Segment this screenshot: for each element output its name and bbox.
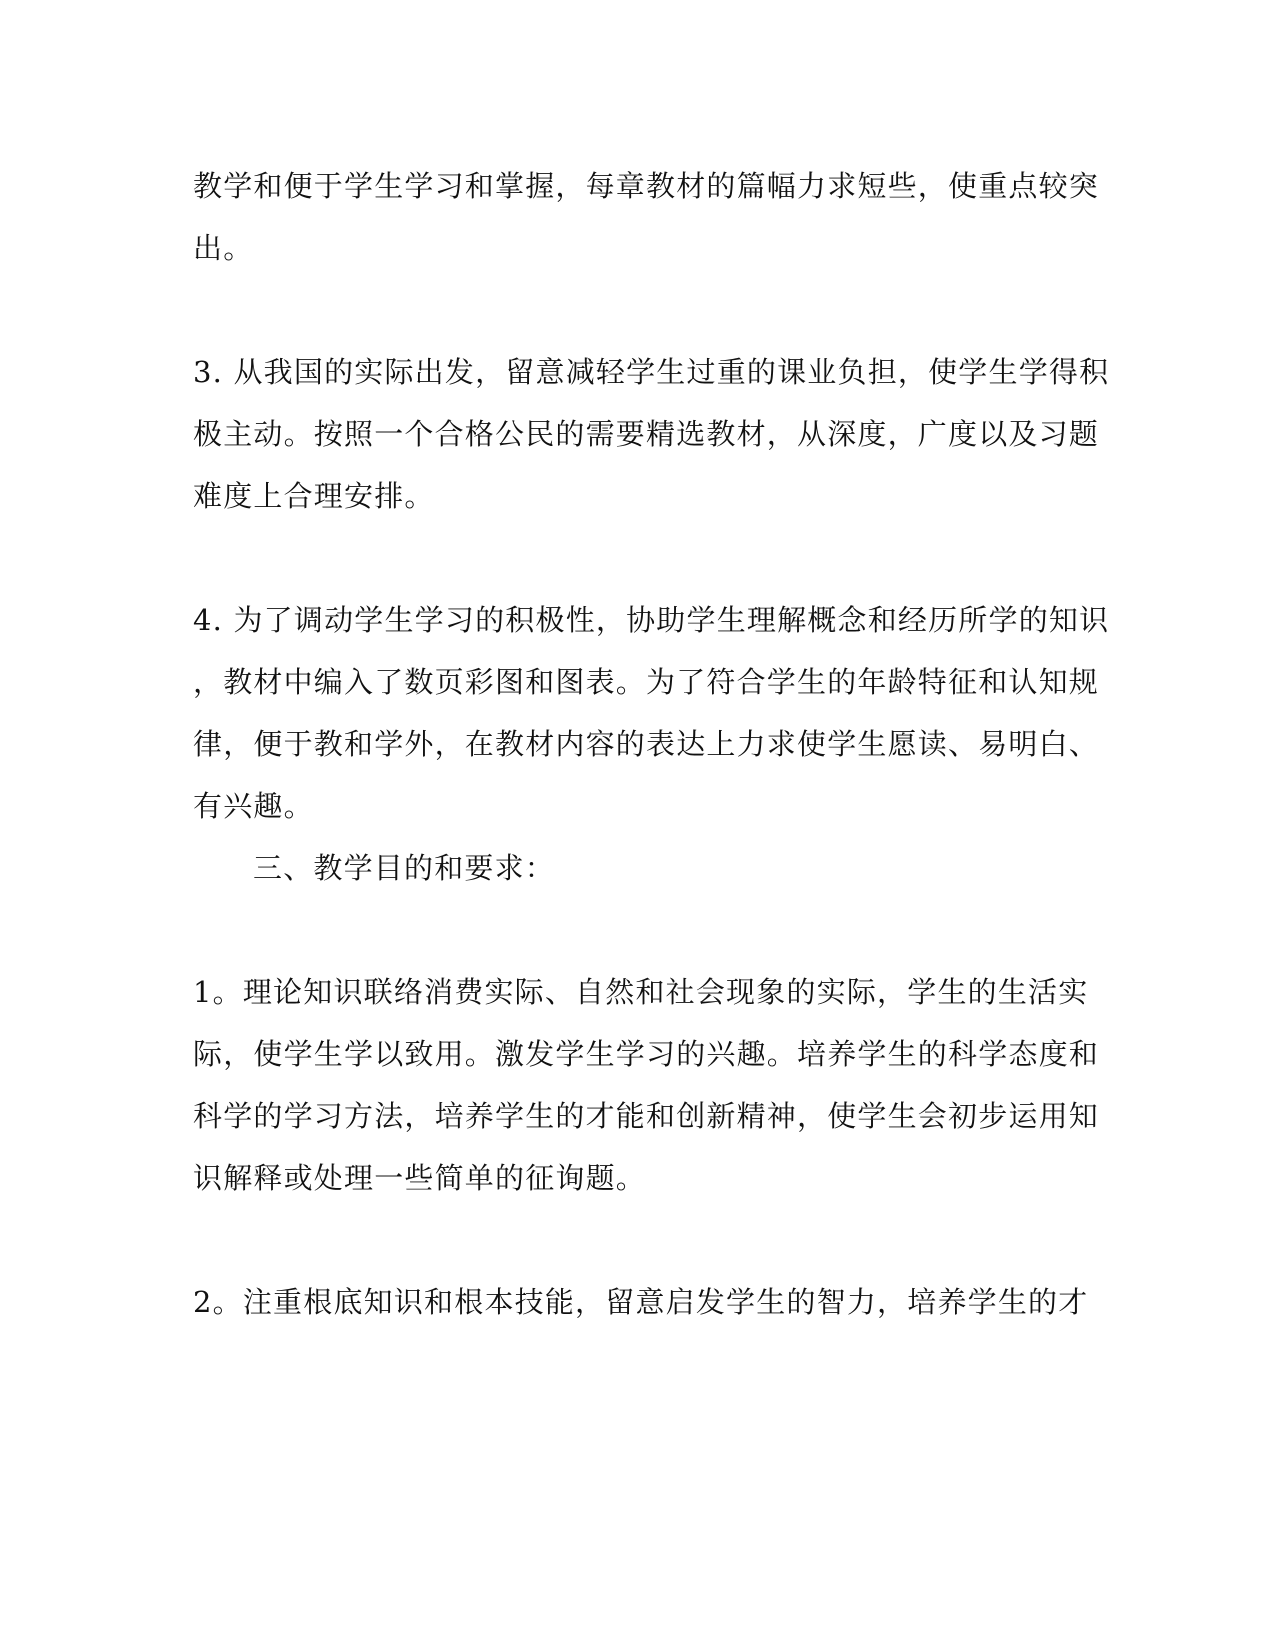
goal-item-1-line: 识解释或处理一些简单的征询题。 [193, 1161, 647, 1195]
list-item-3-line: 3. 从我国的实际出发，留意减轻学生过重的课业负担，使学生学得积 [193, 355, 1110, 389]
goal-item-1-line: 1。理论知识联络消费实际、自然和社会现象的实际，学生的生活实 [193, 975, 1089, 1009]
goal-item-1-line: 际，使学生学以致用。激发学生学习的兴趣。培养学生的科学态度和 [193, 1037, 1100, 1071]
list-item-4-line: 律，便于教和学外，在教材内容的表达上力求使学生愿读、易明白、 [193, 727, 1100, 761]
section-heading: 三、教学目的和要求： [253, 851, 556, 885]
list-item-4-line: ，教材中编入了数页彩图和图表。为了符合学生的年龄特征和认知规 [193, 665, 1100, 699]
goal-item-1-line: 科学的学习方法，培养学生的才能和创新精神，使学生会初步运用知 [193, 1099, 1100, 1133]
list-item-4-line: 有兴趣。 [193, 789, 314, 823]
paragraph-line: 教学和便于学生学习和掌握，每章教材的篇幅力求短些，使重点较突 [193, 169, 1100, 203]
goal-item-2-line: 2。注重根底知识和根本技能，留意启发学生的智力，培养学生的才 [193, 1285, 1089, 1319]
list-item-3-line: 极主动。按照一个合格公民的需要精选教材，从深度，广度以及习题 [193, 417, 1100, 451]
list-item-4-line: 4. 为了调动学生学习的积极性，协助学生理解概念和经历所学的知识 [193, 603, 1110, 637]
paragraph-line: 出。 [193, 231, 254, 265]
list-item-3-line: 难度上合理安排。 [193, 479, 435, 513]
